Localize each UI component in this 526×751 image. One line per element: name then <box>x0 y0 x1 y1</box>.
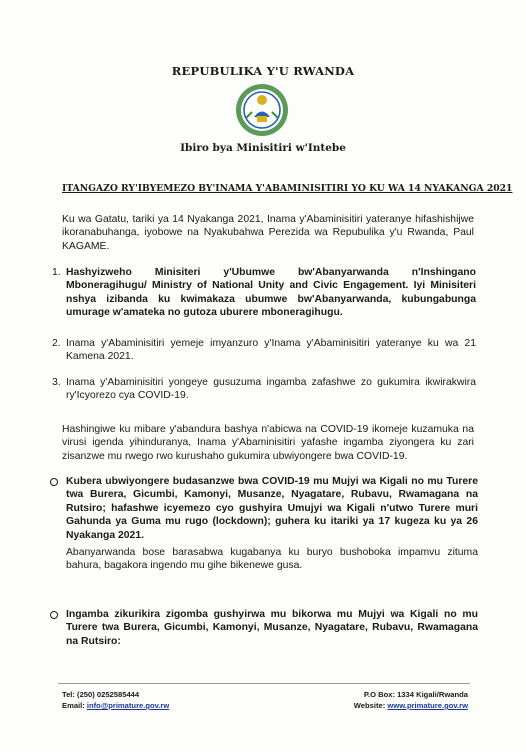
bullet-circle-icon <box>50 611 58 619</box>
bullet-item <box>50 475 478 573</box>
email-link[interactable]: info@primature.gov.rw <box>86 701 170 710</box>
footer-divider <box>58 683 470 684</box>
footer-contact <box>62 689 169 711</box>
footer-email-label: Email: <box>62 701 87 710</box>
item-number: 1. <box>52 267 61 278</box>
bullet-item <box>50 608 478 648</box>
office-name: Ibiro bya Minisitiri w'Intebe <box>180 142 346 154</box>
item-number: 2. <box>52 338 61 349</box>
bullet-text: Ingamba zikurikira zigomba gushyirwa mu bikorwa mu Mujyi wa Kigali no mu Turere twa Burera, Gicumbi, Kamonyi, Musanze, Nyagatare, Rubavu, Rwamagana na Rutsiro: <box>66 609 478 647</box>
bullet-circle-icon <box>50 478 58 486</box>
national-seal-icon <box>232 82 292 138</box>
item-number: 3. <box>52 377 61 388</box>
list-item <box>52 376 476 403</box>
bullet-subtext: Abanyarwanda bose barasabwa kugabanya ku buryo bushoboka impamvu zituma bahura, bagakora ingendo mu gihe bikenewe gusa. <box>66 547 478 572</box>
item-text: Hashyizweho Minisiteri y'Ubumwe bw'Abanyarwanda n'Inshingano Mboneragihugu/ Ministry of National Unity and Civic Engagement. Iyi Minisiteri nshya izibanda ku kwimakaza ubumwe bw'Abanyarwanda, kubungabunga umurage w'amateka no gutoza uburere mboneragihugu. <box>66 267 476 319</box>
covid-paragraph: Hashingiwe ku mibare y'abandura bashya n'abicwa na COVID-19 ikomeje kuzamuka na virusi igenda yihinduranya, Inama y'Abaminisitiri yafashe ingamba ziyongera ku zari zisanzwe mu rwego rwo kurushaho gukumira ubwiyongere bwa COVID-19. <box>62 424 474 462</box>
footer-tel: Tel: (250) 0252585444 <box>62 690 140 699</box>
footer-po-box: P.O Box: 1334 Kigali/Rwanda <box>363 690 468 699</box>
footer-website-label: Website: <box>353 701 388 710</box>
website-link[interactable]: www.primature.gov.rw <box>387 701 468 710</box>
footer-website-line <box>354 700 468 711</box>
item-text: Inama y'Abaminisitiri yemeje imyanzuro y'Inama y'Abaminisitiri yateranye ku wa 21 Kamena 2021. <box>66 338 476 363</box>
bullet-text: Kubera ubwiyongere budasanzwe bwa COVID-19 mu Mujyi wa Kigali no mu Turere twa Burera, Gicumbi, Kamonyi, Musanze, Nyagatare, Rubavu, Rwamagana na Rutsiro; hafashwe icyemezo cyo gushyira Umujyi wa Kigali n'utwo Turere muri Gahunda ya Guma mu rugo (lockdown); guhera ku itariki ya 17 kugeza ku ya 26 Nyakanga 2021. <box>66 476 478 541</box>
list-item <box>52 266 476 320</box>
country-heading: REPUBULIKA Y'U RWANDA <box>171 64 355 78</box>
document-title: ITANGAZO RY'IBYEMEZO BY'INAMA Y'ABAMINISITIRI YO KU WA 14 NYAKANGA 2021 <box>62 183 513 194</box>
intro-paragraph: Ku wa Gatatu, tariki ya 14 Nyakanga 2021, Inama y'Abaminisitiri yateranye hifashishijwe ikoranabuhanga, iyobowe na Nyakubahwa Perezida wa Repubulika y'u Rwanda, Paul KAGAME. <box>62 214 474 252</box>
item-text: Inama y'Abaminisitiri yongeye gusuzuma ingamba zafashwe zo gukumira ikwirakwira ry'Icyorezo cya COVID-19. <box>66 377 476 402</box>
footer-address <box>354 689 468 711</box>
list-item <box>52 337 476 364</box>
footer-email-line <box>62 700 169 711</box>
